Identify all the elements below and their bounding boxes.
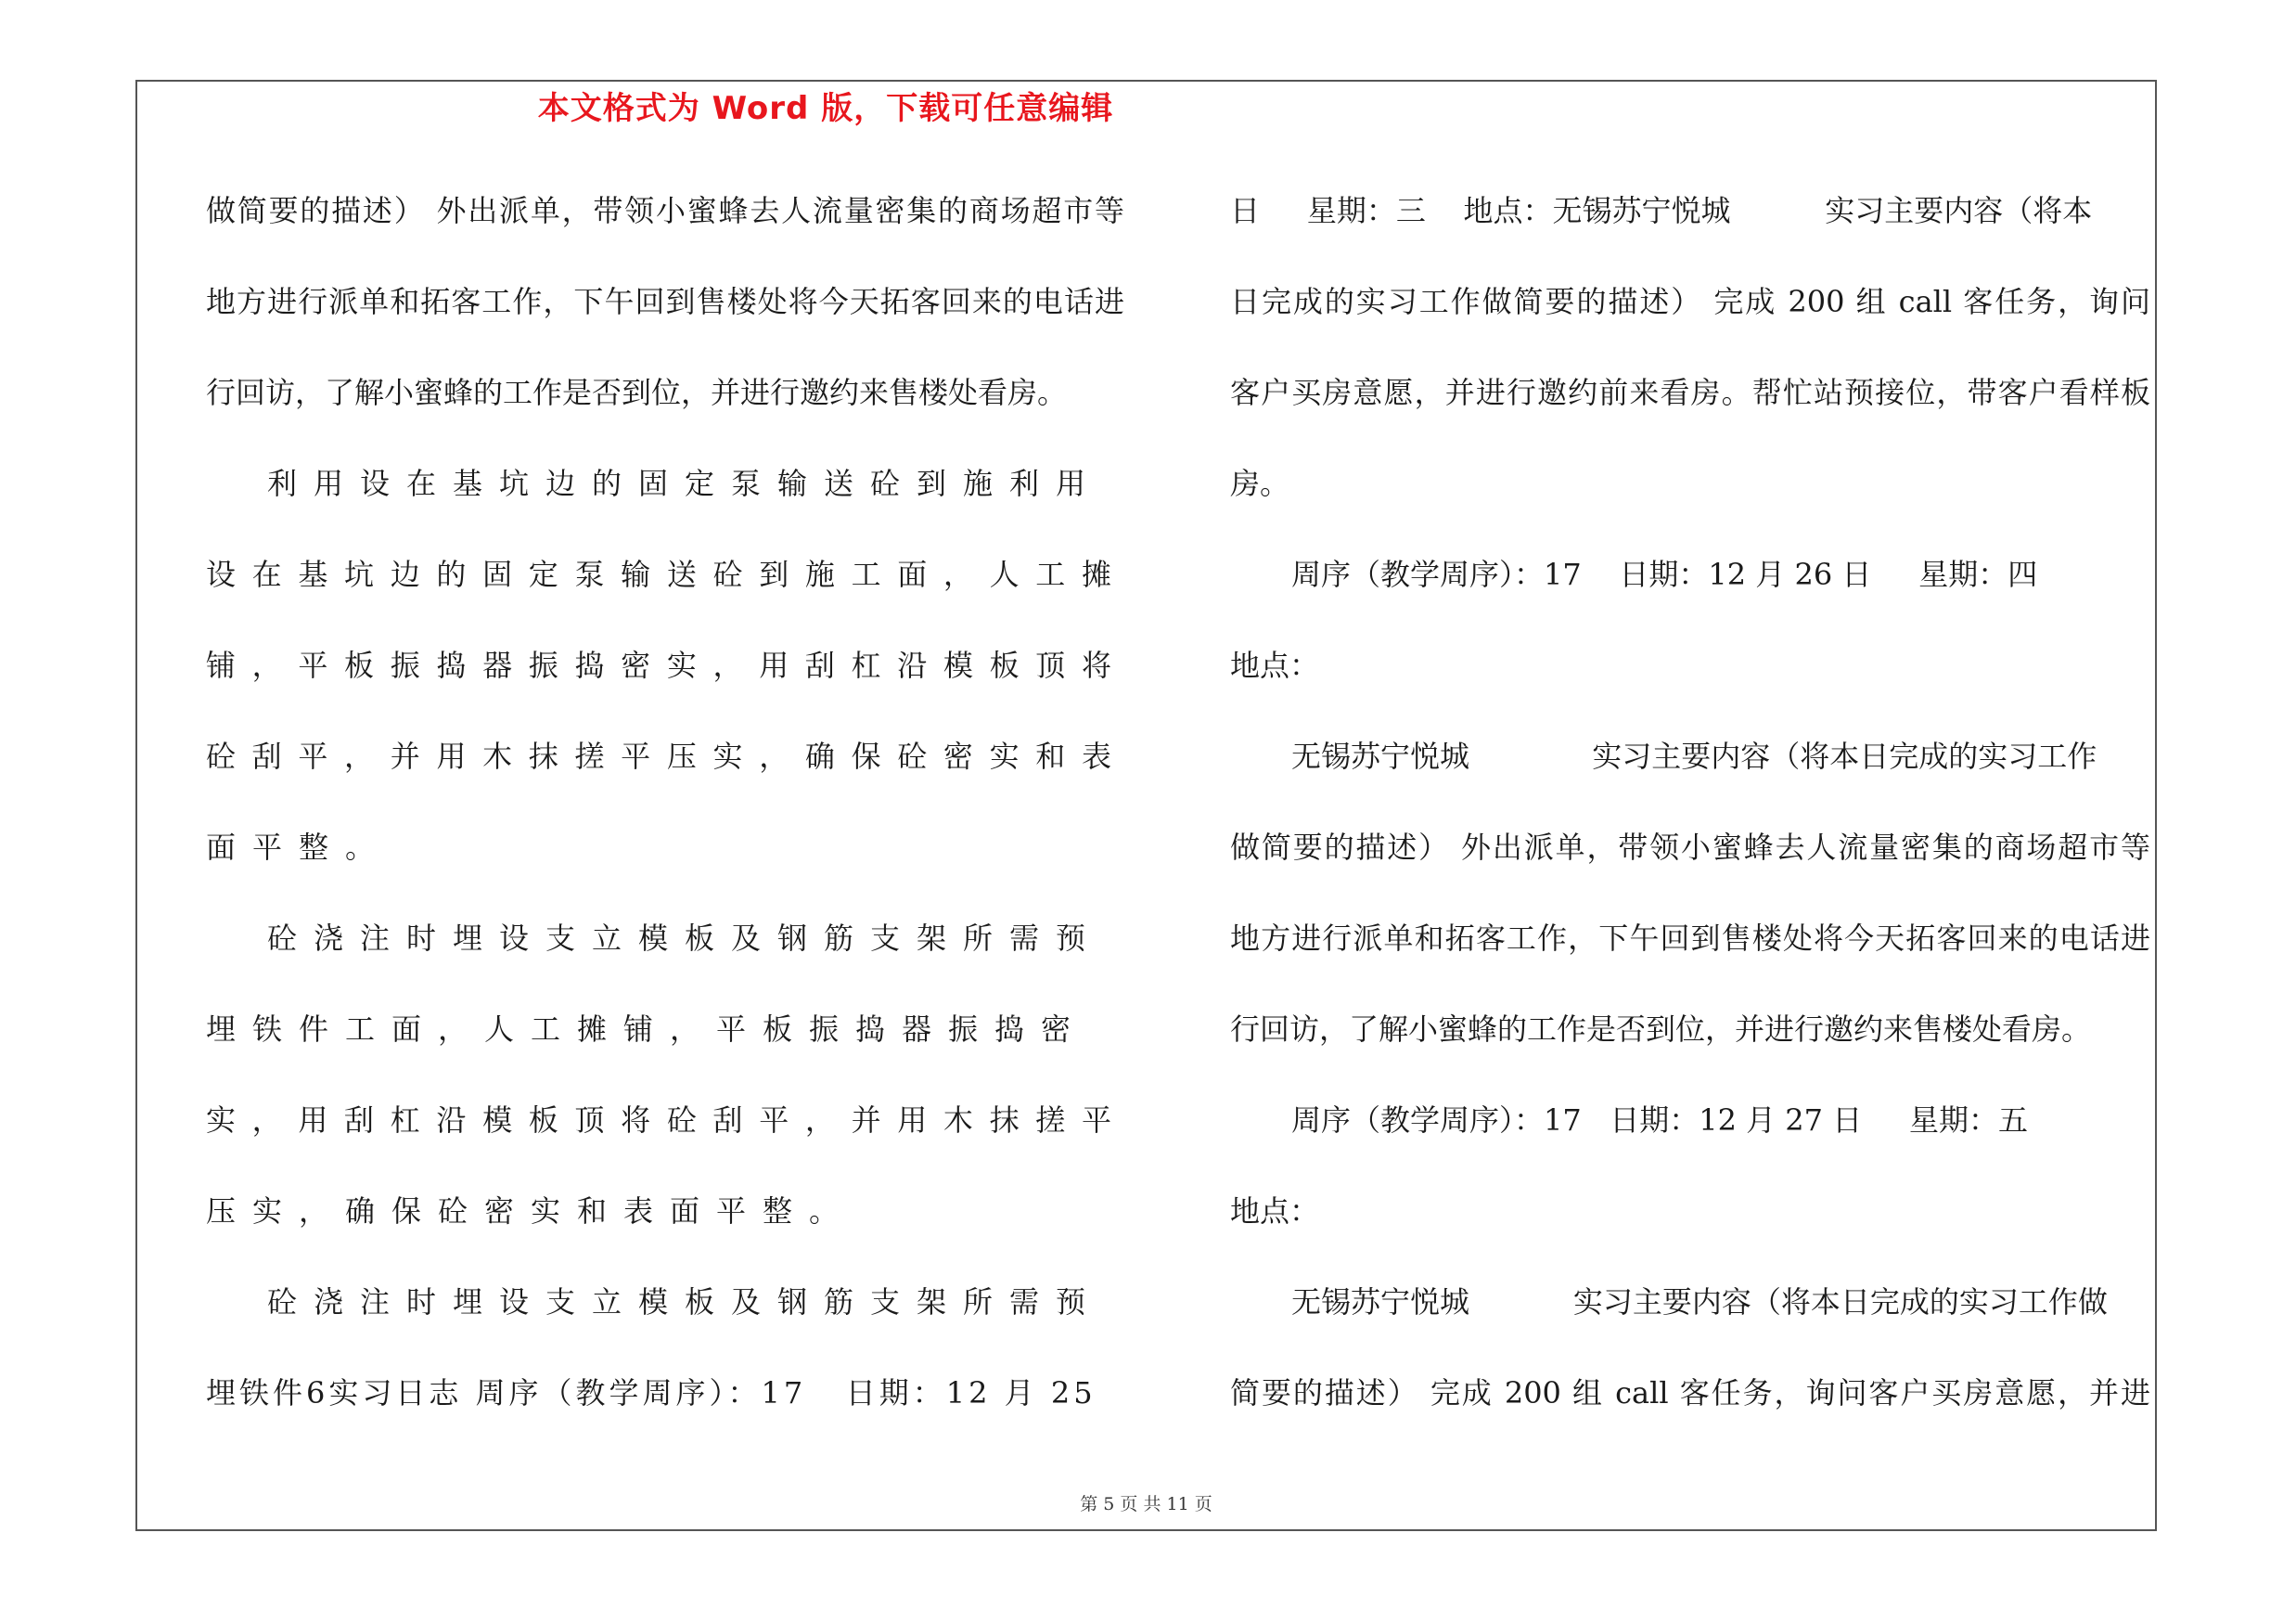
word-format-banner: 本文格式为 Word 版，下载可任意编辑 — [537, 90, 1114, 127]
text-line: 设在基坑边的固定泵输送砼到施工面，人工摊 — [206, 557, 1124, 592]
text-line: 地方进行派单和拓客工作，下午回到售楼处将今天拓客回来的电话进 — [1230, 921, 2150, 956]
text-line: 客户买房意愿，并进行邀约前来看房。帮忙站预接位，带客户看样板 — [1230, 375, 2150, 410]
text-line: 地方进行派单和拓客工作，下午回到售楼处将今天拓客回来的电话进 — [206, 284, 1124, 319]
text-line: 无锡苏宁悦城 实习主要内容（将本日完成的实习工作 — [1291, 739, 2097, 774]
text-line: 砼刮平，并用木抹搓平压实，确保砼密实和表 — [206, 739, 1124, 774]
text-line: 日 星期：三 地点：无锡苏宁悦城 实习主要内容（将本 — [1230, 193, 2093, 228]
text-line: 实，用刮杠沿模板顶将砼刮平，并用木抹搓平 — [206, 1102, 1124, 1138]
text-line: 行回访，了解小蜜蜂的工作是否到位，并进行邀约来售楼处看房。 — [1230, 1011, 2092, 1047]
text-line: 铺，平板振捣器振捣密实，用刮杠沿模板顶将 — [206, 648, 1124, 683]
text-line: 简要的描述） 完成 200 组 call 客任务，询问客户买房意愿，并进 — [1230, 1375, 2150, 1410]
text-line: 地点： — [1230, 648, 1320, 683]
text-line: 房。 — [1230, 466, 1290, 501]
text-line: 埋铁件6实习日志 周序（教学周序）：17 日期：12 月 25 — [206, 1375, 1097, 1410]
text-line: 面平整。 — [206, 830, 392, 865]
right-text-column — [1230, 187, 2150, 1461]
text-line: 日完成的实习工作做简要的描述） 完成 200 组 call 客任务，询问 — [1230, 284, 2150, 319]
text-line: 行回访，了解小蜜蜂的工作是否到位，并进行邀约来售楼处看房。 — [206, 375, 1068, 410]
page-number-footer: 第 5 页 共 11 页 — [1080, 1494, 1212, 1514]
text-line: 地点： — [1230, 1193, 1320, 1229]
text-line: 做简要的描述） 外出派单，带领小蜜蜂去人流量密集的商场超市等 — [1230, 830, 2150, 865]
text-line: 做简要的描述） 外出派单，带领小蜜蜂去人流量密集的商场超市等 — [206, 193, 1124, 228]
text-line: 砼浇注时埋设支立模板及钢筋支架所需预 — [267, 921, 1103, 956]
text-line: 周序（教学周序）：17 日期：12 月 26 日 星期：四 — [1291, 557, 2038, 592]
text-line: 周序（教学周序）：17 日期：12 月 27 日 星期：五 — [1291, 1102, 2029, 1138]
text-line: 压实，确保砼密实和表面平整。 — [206, 1193, 856, 1229]
text-line: 砼浇注时埋设支立模板及钢筋支架所需预 — [267, 1284, 1103, 1320]
text-line: 无锡苏宁悦城 实习主要内容（将本日完成的实习工作做 — [1291, 1284, 2108, 1320]
text-line: 利用设在基坑边的固定泵输送砼到施利用 — [267, 466, 1103, 501]
left-text-column — [206, 187, 1124, 1461]
text-line: 埋铁件工面，人工摊铺，平板振捣器振捣密 — [206, 1011, 1088, 1047]
